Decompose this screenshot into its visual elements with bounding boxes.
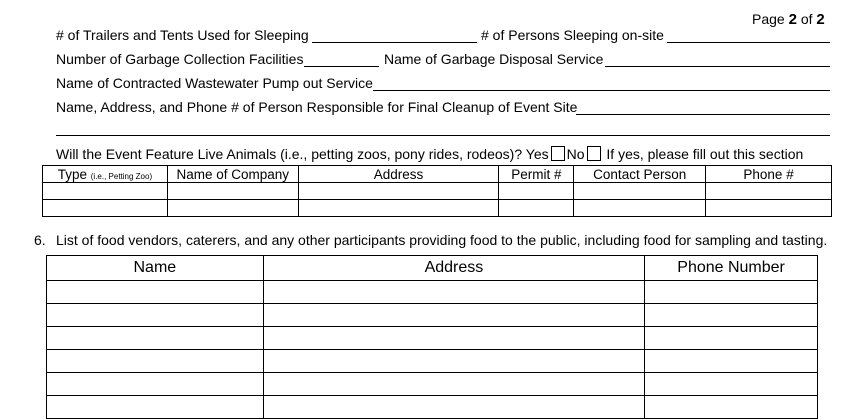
table-cell[interactable] [47,327,264,350]
table-cell[interactable] [706,200,832,217]
table-cell[interactable] [47,304,264,327]
table-row [47,327,818,350]
table-cell[interactable] [47,281,264,304]
garbage-facilities-label: Number of Garbage Collection Facilities [56,51,304,67]
table-cell[interactable] [263,396,644,419]
table-row [47,373,818,396]
contact-header: Contact Person [574,166,706,183]
animals-header-row [43,166,832,183]
phone-number-header: Phone Number [645,256,818,281]
page-prefix: Page [752,11,785,27]
table-cell[interactable] [574,183,706,200]
food-header-row [47,256,818,281]
table-cell[interactable] [645,373,818,396]
garbage-service-field[interactable] [605,66,830,67]
table-cell[interactable] [47,396,264,419]
page-current: 2 [788,11,797,28]
table-cell[interactable] [298,200,499,217]
table-cell[interactable] [263,304,644,327]
table-row [43,200,832,217]
table-cell[interactable] [47,350,264,373]
type-hint: (i.e., Petting Zoo) [90,171,153,181]
table-cell[interactable] [499,183,574,200]
table-cell[interactable] [263,281,644,304]
cleanup-label: Name, Address, and Phone # of Person Responsible for Final Cleanup of Event Site [56,99,578,115]
trailers-label: # of Trailers and Tents Used for Sleeping [56,27,309,43]
food-vendors-table [46,255,818,419]
persons-label: # of Persons Sleeping on-site [481,27,664,43]
table-cell[interactable] [167,183,298,200]
no-checkbox[interactable] [587,146,601,161]
no-label: No [566,146,585,162]
table-cell[interactable] [645,396,818,419]
garbage-facilities-field[interactable] [304,66,379,67]
table-row [47,304,818,327]
page-total: 2 [816,11,825,28]
animals-question-row [56,146,803,162]
table-cell[interactable] [298,183,499,200]
animals-instruction: If yes, please fill out this section [606,146,804,162]
table-cell[interactable] [645,350,818,373]
table-cell[interactable] [263,350,644,373]
table-row [47,396,818,419]
table-row [43,183,832,200]
page-number [752,11,825,28]
name-header: Name [47,256,264,281]
type-header: Type (i.e., Petting Zoo) [43,166,168,183]
yes-label: Yes [525,146,549,162]
permit-header: Permit # [499,166,574,183]
table-row [47,281,818,304]
persons-field[interactable] [667,42,830,43]
wastewater-label: Name of Contracted Wastewater Pump out Service [56,75,373,91]
table-row [47,350,818,373]
table-cell[interactable] [167,200,298,217]
animals-question: Will the Event Feature Live Animals (i.e., petting zoos, pony rides, rodeos)? [56,146,523,162]
table-cell[interactable] [574,200,706,217]
company-header: Name of Company [167,166,298,183]
cleanup-field-continued[interactable] [56,135,830,136]
table-cell[interactable] [47,373,264,396]
table-cell[interactable] [43,200,168,217]
table-cell[interactable] [645,327,818,350]
yes-checkbox[interactable] [551,146,565,161]
table-cell[interactable] [706,183,832,200]
page-sep: of [800,11,813,27]
wastewater-field[interactable] [373,90,830,91]
table-cell[interactable] [263,373,644,396]
animals-table [42,165,832,217]
table-cell[interactable] [499,200,574,217]
trailers-field[interactable] [312,42,477,43]
cleanup-field[interactable] [576,114,830,115]
phone-header: Phone # [706,166,832,183]
food-address-header: Address [263,256,644,281]
table-cell[interactable] [645,281,818,304]
food-section-text: List of food vendors, caterers, and any other participants providing food to the public, including food for sampling and tasting. [56,232,828,248]
food-section-number: 6. [34,232,46,248]
garbage-service-label: Name of Garbage Disposal Service [384,51,604,67]
table-cell[interactable] [645,304,818,327]
table-cell[interactable] [43,183,168,200]
address-header: Address [298,166,499,183]
table-cell[interactable] [263,327,644,350]
